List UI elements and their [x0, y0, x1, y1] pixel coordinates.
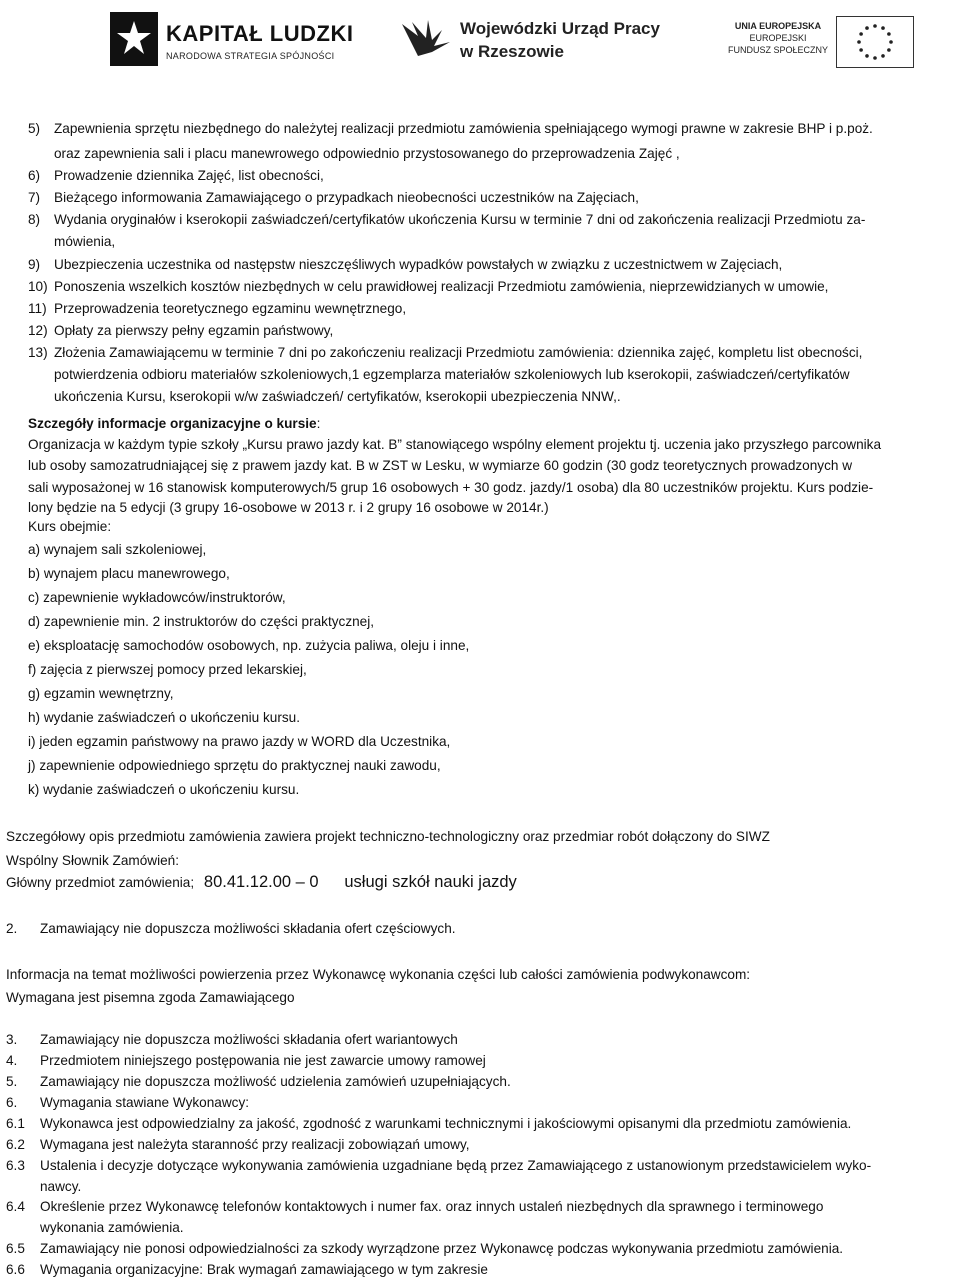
eu-star-icon [881, 26, 885, 30]
point-num: 6.3 [6, 1158, 25, 1173]
point-num: 6.1 [6, 1116, 25, 1131]
obligation-num: 8) [28, 212, 41, 227]
details-paragraph-line: sali wyposażonej w 16 stanowisk komputerowych/5 grup 16 osobowych + 30 godz. jazdy/1 osoba) dla 80 uczestników projektu. Kurs podzie- [28, 480, 874, 495]
eu-logo [726, 16, 926, 72]
details-heading [28, 413, 320, 434]
main-subject-desc: usługi szkół nauki jazdy [344, 873, 517, 891]
details-paragraph-line: lony będzie na 5 edycji (3 grupy 16-osobowe w 2013 r. i 2 grupy 16 osobowe w 2014r.) [28, 500, 549, 515]
eu-star-icon [889, 40, 893, 44]
obligation-num: 10) [28, 279, 48, 294]
obligation-text: Ponoszenia wszelkich kosztów niezbędnych w celu prawidłowej realizacji Przedmiotu zamówienia, nieprzewidzianych w umowie, [54, 279, 829, 294]
point-text: Wymagania organizacyjne: Brak wymagań zamawiającego w tym zakresie [40, 1262, 488, 1277]
eu-star-icon [881, 54, 885, 58]
eu-star-icon [859, 48, 863, 52]
course-item: a) wynajem sali szkoleniowej, [28, 542, 207, 557]
point-text: Wymagana jest należyta staranność przy realizacji zobowiązań umowy, [40, 1137, 470, 1152]
course-item: e) eksploatację samochodów osobowych, np. zużycia paliwa, oleju i inne, [28, 638, 470, 653]
point-num: 3. [6, 1032, 18, 1047]
point-text: Ustalenia i decyzje dotyczące wykonywania zamówienia uzgadniane będą przez Zamawiającego z ustanowionym przedstawicielem wyko- [40, 1158, 872, 1173]
wup-logo [398, 14, 658, 74]
obligation-text: Bieżącego informowania Zamawiającego o przypadkach nieobecności uczestników na Zajęciach, [54, 190, 639, 205]
point-num: 6.5 [6, 1241, 25, 1256]
course-item: f) zajęcia z pierwszej pomocy przed lekarskiej, [28, 662, 307, 677]
eu-star-icon [887, 48, 891, 52]
wup-bird-icon [398, 16, 454, 60]
obligation-text: Wydania oryginałów i kserokopii zaświadczeń/certyfikatów ukończenia Kursu w terminie 7 dni od zakończenia realizacji Przedmiotu za- [54, 212, 866, 227]
obligation-text: Ubezpieczenia uczestnika od następstw nieszczęśliwych wypadków powstałych w związku z uczestnictwem w Zajęciach, [54, 257, 783, 272]
main-subject-label: Główny przedmiot zamówienia; [6, 875, 195, 890]
course-item: d) zapewnienie min. 2 instruktorów do części praktycznej, [28, 614, 375, 629]
point-text: Zamawiający nie dopuszcza możliwości składania ofert wariantowych [40, 1032, 458, 1047]
point-text: wykonania zamówienia. [40, 1220, 184, 1235]
obligation-num: 12) [28, 323, 48, 338]
obligation-num: 5) [28, 121, 41, 136]
eu-star-icon [873, 24, 877, 28]
subcontract-line1: Informacja na temat możliwości powierzenia przez Wykonawcę wykonania części lub całości zamówienia podwykonawcom: [6, 967, 751, 982]
point-text: Wymagania stawiane Wykonawcy: [40, 1095, 250, 1110]
eu-star-icon [865, 54, 869, 58]
star-logo-icon [110, 12, 158, 66]
kapital-ludzki-subtitle: NARODOWA STRATEGIA SPÓJNOŚCI [166, 51, 335, 61]
obligation-num: 13) [28, 345, 48, 360]
page-header [0, 0, 960, 80]
obligation-num: 7) [28, 190, 41, 205]
point-text: Wykonawca jest odpowiedzialny za jakość, zgodność z warunkami technicznymi i jakościowymi opisanymi dla przedmiotu zamówienia. [40, 1116, 852, 1131]
eu-star-icon [887, 32, 891, 36]
eu-star-icon [859, 32, 863, 36]
point-num: 6.2 [6, 1137, 25, 1152]
course-item: c) zapewnienie wykładowców/instruktorów, [28, 590, 286, 605]
wup-name-line2: w Rzeszowie [460, 42, 564, 61]
course-intro: Kurs obejmie: [28, 519, 112, 534]
siwz-line2: Wspólny Słownik Zamówień: [6, 853, 180, 868]
details-heading-bold: Szczegóły informacje organizacyjne o kursie [28, 416, 317, 431]
obligation-text: ukończenia Kursu, kserokopii w/w zaświadczeń/ certyfikatów, kserokopii ubezpieczenia NNW,. [54, 389, 621, 404]
point-num: 4. [6, 1053, 18, 1068]
course-item: j) zapewnienie odpowiedniego sprzętu do praktycznej nauki zawodu, [28, 758, 441, 773]
details-paragraph-line: lub osoby samozatrudniającej się z prawem jazdy kat. B w ZST w Lesku, w wymiarze 60 godzin (30 godz teoretycznych prowadzonych w [28, 458, 853, 473]
obligation-text: Złożenia Zamawiającemu w terminie 7 dni po zakończeniu realizacji Przedmiotu zamówienia: dziennika zajęć, kompletu list obecności, [54, 345, 863, 360]
point-text: nawcy. [40, 1179, 82, 1194]
course-item: h) wydanie zaświadczeń o ukończeniu kursu. [28, 710, 301, 725]
eu-star-icon [857, 40, 861, 44]
point-num: 5. [6, 1074, 18, 1089]
point-num: 6.6 [6, 1262, 25, 1277]
point-num: 6. [6, 1095, 18, 1110]
obligation-text: Prowadzenie dziennika Zajęć, list obecności, [54, 168, 324, 183]
siwz-line1: Szczegółowy opis przedmiotu zamówienia zawiera projekt techniczno-technologiczny oraz przedmiar robót dołączony do SIWZ [6, 829, 770, 844]
point-2-num: 2. [6, 921, 18, 936]
eu-star-icon [865, 26, 869, 30]
course-item: b) wynajem placu manewrowego, [28, 566, 230, 581]
subcontract-line2: Wymagana jest pisemna zgoda Zamawiającego [6, 990, 295, 1005]
eu-text [726, 20, 830, 56]
obligation-text: Zapewnienia sprzętu niezbędnego do należytej realizacji przedmiotu zamówienia spełniającego wymogi prawne w zakresie BHP i p.poż. [54, 121, 873, 136]
obligation-text: mówienia, [54, 234, 116, 249]
details-heading-colon: : [316, 416, 321, 431]
course-item: i) jeden egzamin państwowy na prawo jazdy w WORD dla Uczestnika, [28, 734, 451, 749]
obligation-text: potwierdzenia odbioru materiałów szkoleniowych,1 egzemplarza materiałów szkoleniowych lub kserokopii, zaświadczeń/certyfikatów [54, 367, 850, 382]
obligation-num: 11) [28, 301, 47, 316]
wup-name-line1: Wojewódzki Urząd Pracy [460, 19, 660, 38]
point-2-text: Zamawiający nie dopuszcza możliwości składania ofert częściowych. [40, 921, 456, 936]
kapital-ludzki-title: KAPITAŁ LUDZKI [166, 21, 354, 46]
course-item: k) wydanie zaświadczeń o ukończeniu kursu. [28, 782, 300, 797]
point-text: Przedmiotem niniejszego postępowania nie jest zawarcie umowy ramowej [40, 1053, 486, 1068]
details-paragraph-line: Organizacja w każdym typie szkoły „Kursu prawo jazdy kat. B” stanowiącego wspólny element projektu tj. uczenia jako przyszłego parcownika [28, 437, 882, 452]
main-subject-code: 80.41.12.00 – 0 [203, 873, 319, 891]
obligation-text: Przeprowadzenia teoretycznego egzaminu wewnętrznego, [54, 301, 407, 316]
obligation-text: Opłaty za pierwszy pełny egzamin państwowy, [54, 323, 334, 338]
point-num: 6.4 [6, 1199, 25, 1214]
eu-line2: EUROPEJSKI [749, 33, 807, 43]
obligation-num: 6) [28, 168, 41, 183]
course-item: g) egzamin wewnętrzny, [28, 686, 174, 701]
eu-line3: FUNDUSZ SPOŁECZNY [727, 45, 828, 55]
kapital-ludzki-logo [110, 8, 354, 68]
point-text: Określenie przez Wykonawcę telefonów kontaktowych i numer fax. oraz innych ustaleń niezbędnych dla sprawnego i terminowego [40, 1199, 824, 1214]
obligation-text: oraz zapewnienia sali i placu manewrowego odpowiednio przystosowanego do przeprowadzenia Zajęć , [54, 146, 680, 161]
eu-flag-icon [836, 16, 914, 68]
eu-line1: UNIA EUROPEJSKA [734, 21, 822, 31]
eu-star-icon [873, 56, 877, 60]
obligation-num: 9) [28, 257, 41, 272]
main-subject-line [6, 872, 517, 893]
point-text: Zamawiający nie ponosi odpowiedzialności za szkody wyrządzone przez Wykonawcę podczas wykonywania przedmiotu zamówienia. [40, 1241, 844, 1256]
point-text: Zamawiający nie dopuszcza możliwość udzielenia zamówień uzupełniających. [40, 1074, 511, 1089]
